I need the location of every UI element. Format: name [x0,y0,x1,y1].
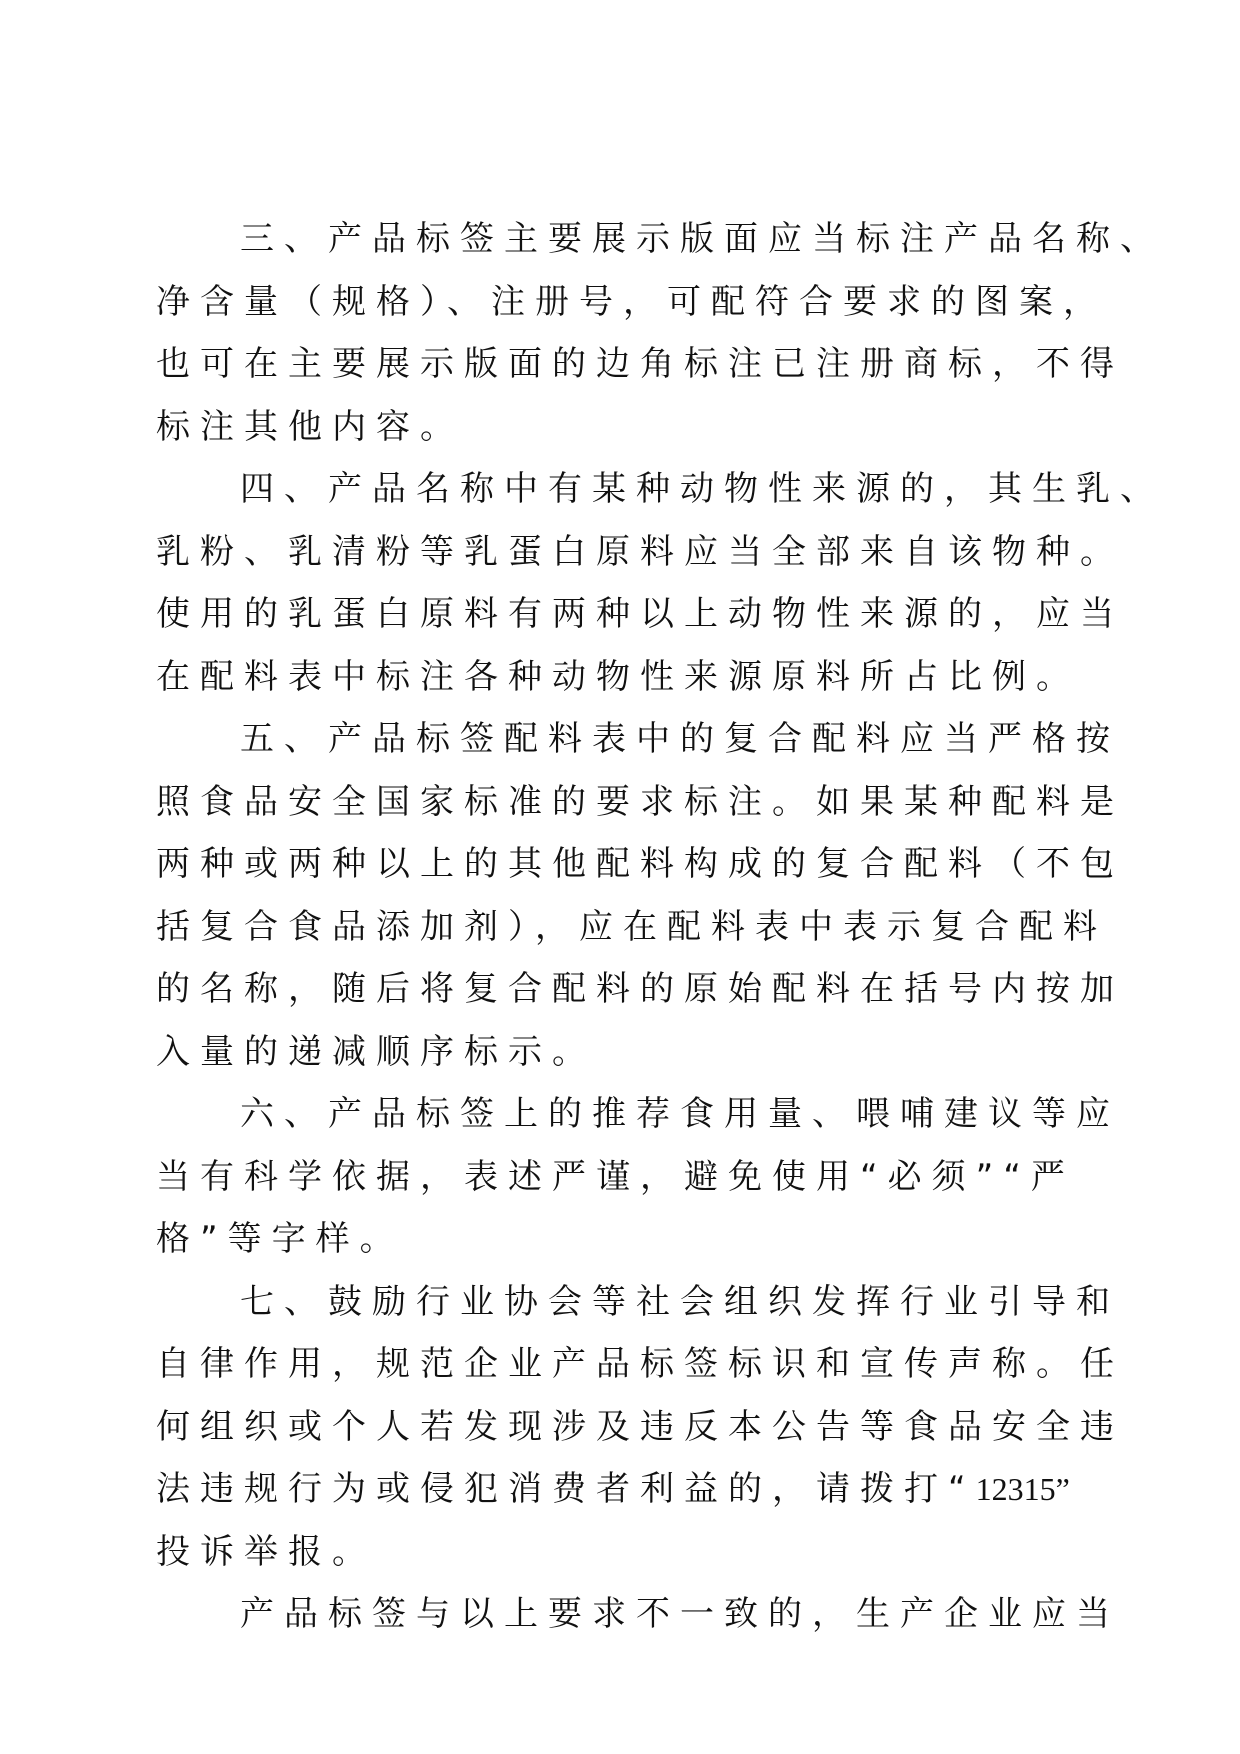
text-line: 四、产品名称中有某种动物性来源的，其生乳、 [240,469,1164,509]
hotline-number: 12315 [975,1471,1056,1507]
paragraph-item-4 [156,458,1164,708]
text-line: 括复合食品添加剂），应在配料表中表示复合配料 [156,906,1107,947]
text-line: 何组织或个人若发现涉及违反本公告等食品安全违 [156,1406,1124,1447]
text-line: 五、产品标签配料表中的复合配料应当严格按 [240,719,1120,759]
text-line: 自律作用，规范企业产品标签标识和宣传声称。任 [156,1344,1124,1384]
text-line: 乳粉、乳清粉等乳蛋白原料应当全部来自该物种。 [156,531,1124,572]
hotline-line [156,1458,1086,1521]
paragraph-item-7 [156,1271,1124,1584]
text-line: 也可在主要展示版面的边角标注已注册商标，不得 [156,344,1124,384]
text-line: 七、鼓励行业协会等社会组织发挥行业引导和 [240,1281,1120,1322]
text-line: 法违规行为或侵犯消费者利益的，请拨打“ [156,1469,976,1509]
text-line: 入量的递减顺序标示。 [156,1031,596,1072]
hotline-close-quote: ” [1055,1471,1070,1507]
text-line: 的名称，随后将复合配料的原始配料在括号内按加 [156,969,1124,1009]
text-line: 投诉举报。 [156,1531,376,1572]
text-line: 在配料表中标注各种动物性来源原料所占比例。 [156,656,1080,697]
text-line: 三、产品标签主要展示版面应当标注产品名称、 [240,219,1164,259]
text-line: 当有科学依据，表述严谨，避免使用“必须”“严 [156,1156,1075,1197]
text-line: 格”等字样。 [156,1219,404,1259]
text-line: 净含量（规格）、注册号，可配符合要求的图案， [156,281,1107,322]
text-line: 使用的乳蛋白原料有两种以上动物性来源的，应当 [156,594,1124,634]
document-body [156,208,1164,1646]
text-line: 两种或两种以上的其他配料构成的复合配料（不包 [156,844,1124,884]
paragraph-item-6 [156,1083,1120,1271]
text-line: 产品标签与以上要求不一致的，生产企业应当 [240,1594,1120,1634]
text-line: 六、产品标签上的推荐食用量、喂哺建议等应 [240,1094,1120,1134]
paragraph-closing [156,1583,1120,1646]
text-line: 标注其他内容。 [156,406,464,447]
paragraph-item-5 [156,708,1124,1083]
paragraph-item-3 [156,208,1164,458]
text-line: 照食品安全国家标准的要求标注。如果某种配料是 [156,781,1124,822]
